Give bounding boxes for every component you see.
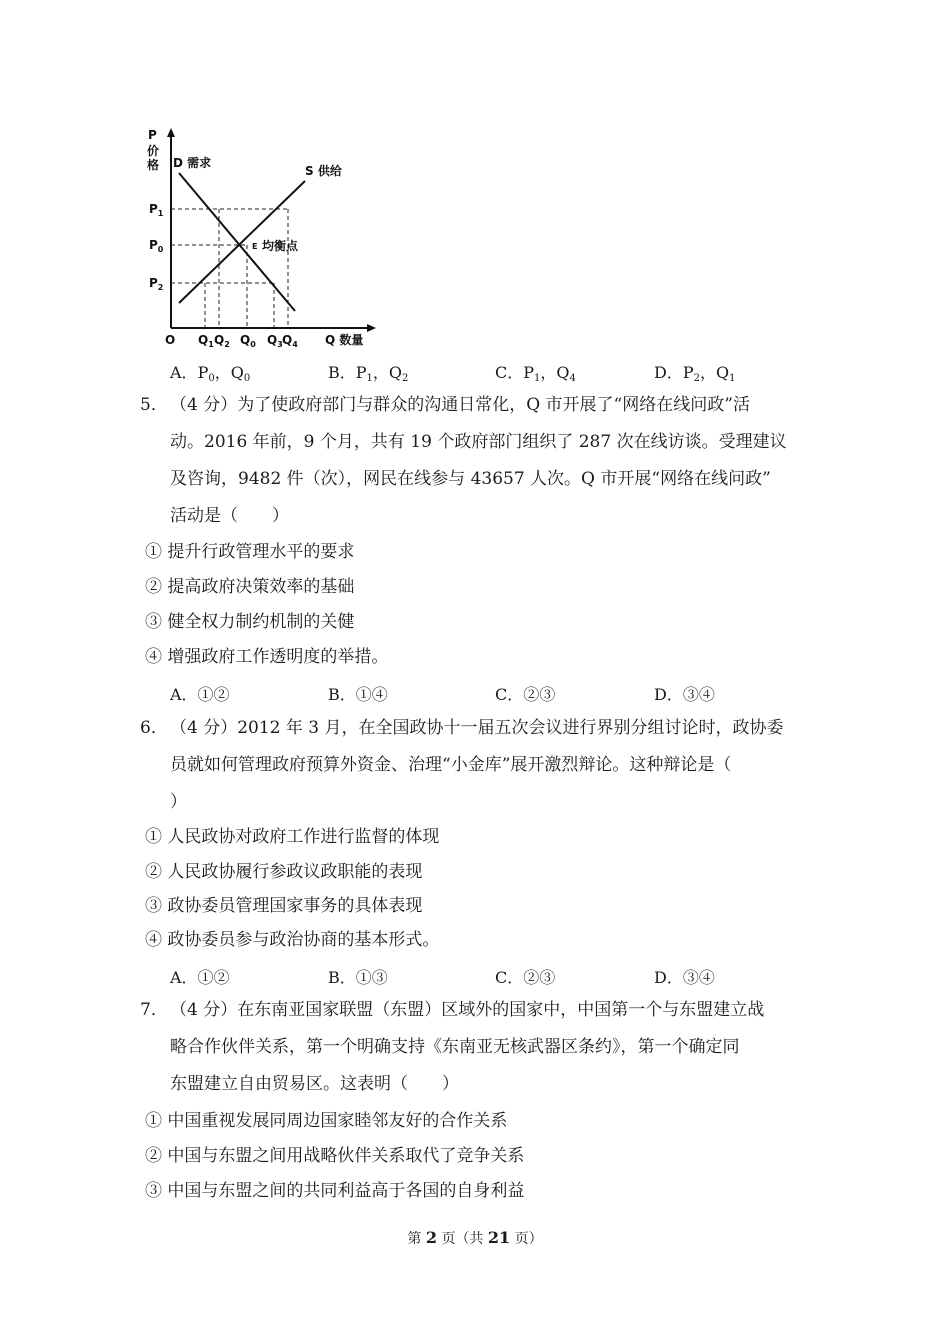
equilibrium-label: 均衡点 xyxy=(262,239,299,253)
axis-price-label-1: 价 xyxy=(147,144,160,158)
supply-demand-graph xyxy=(140,125,380,350)
q5-option-b[interactable]: B．①④ xyxy=(328,685,388,704)
q5-option-a[interactable]: A．①② xyxy=(170,685,230,704)
q0-tick: $Q_0$ xyxy=(240,333,256,349)
q5-stem-line: （4 分）为了使政府部门与群众的沟通日常化，Q 市开展了“网络在线问政”活 xyxy=(170,395,750,415)
q7-number: 7． xyxy=(140,1000,168,1020)
q7-statement-1: ① 中国重视发展同周边国家睦邻友好的合作关系 xyxy=(145,1111,508,1131)
page-footer xyxy=(0,1228,950,1248)
origin-label: O xyxy=(165,333,176,347)
q4-options xyxy=(170,360,810,390)
q7-stem-line: 略合作伙伴关系，第一个明确支持《东南亚无核武器区条约》，第一个确定同 xyxy=(170,1037,740,1057)
q7-statement-2: ② 中国与东盟之间用战略伙伴关系取代了竞争关系 xyxy=(145,1146,525,1166)
q6-number: 6． xyxy=(140,718,168,738)
q7-stem xyxy=(170,992,810,1103)
q6-stem-line: （4 分）2012 年 3 月，在全国政协十一届五次会议进行界别分组讨论时，政协委 xyxy=(170,718,784,738)
q5-statement-3: ③ 健全权力制约机制的关健 xyxy=(145,612,355,632)
q5-stem-line: 及咨询，9482 件（次），网民在线参与 43657 人次。Q 市开展“网络在线问政” xyxy=(170,469,771,489)
q5-number: 5． xyxy=(140,395,168,415)
q6-stem-line: 员就如何管理政府预算外资金、治理“小金库”展开激烈辩论。这种辩论是（ xyxy=(170,755,732,775)
q5-option-d[interactable]: D．③④ xyxy=(654,685,715,704)
q6-option-b[interactable]: B．①③ xyxy=(328,968,388,987)
q5-option-c[interactable]: C．②③ xyxy=(495,685,556,704)
q5-stem xyxy=(170,387,810,535)
p1-tick: $P_1$ xyxy=(149,202,164,218)
q6-statement-1: ① 人民政协对政府工作进行监督的体现 xyxy=(145,827,440,847)
q5-statement-4: ④ 增强政府工作透明度的举措。 xyxy=(145,647,389,667)
q5-statement-1: ① 提升行政管理水平的要求 xyxy=(145,542,355,562)
q6-options xyxy=(170,965,810,995)
q6-stem-line: ） xyxy=(170,792,187,812)
q3-tick: $Q_3$ xyxy=(267,333,283,349)
demand-label: D 需求 xyxy=(173,156,212,170)
supply-label: S 供给 xyxy=(305,164,342,178)
q1-tick: $Q_1$ xyxy=(198,333,214,349)
q5-statement-2: ② 提高政府决策效率的基础 xyxy=(145,577,355,597)
q7-stem-line: （4 分）在东南亚国家联盟（东盟）区域外的国家中，中国第一个与东盟建立战 xyxy=(170,1000,765,1020)
q4-option-d[interactable]: D．$P_2$，$Q_1$ xyxy=(654,363,736,384)
p2-tick: $P_2$ xyxy=(149,276,164,292)
axis-p-label: P xyxy=(148,128,157,142)
q6-statement-4: ④ 政协委员参与政治协商的基本形式。 xyxy=(145,930,440,950)
supply-demand-figure xyxy=(140,125,380,350)
equilibrium-letter: E xyxy=(252,242,258,251)
q4-tick: $Q_4$ xyxy=(282,333,298,349)
q6-option-c[interactable]: C．②③ xyxy=(495,968,556,987)
footer-prefix: 第 xyxy=(407,1231,422,1247)
footer-page-number: 2 xyxy=(425,1228,437,1247)
footer-middle: 页（共 xyxy=(441,1231,484,1247)
q4-option-c[interactable]: C．$P_1$，$Q_4$ xyxy=(495,363,576,384)
p0-tick: $P_0$ xyxy=(149,238,164,254)
quantity-axis-label: Q 数量 xyxy=(325,333,364,347)
quantity-axis-arrow xyxy=(367,324,376,332)
q7-statement-3: ③ 中国与东盟之间的共同利益高于各国的自身利益 xyxy=(145,1181,525,1201)
q6-statement-3: ③ 政协委员管理国家事务的具体表现 xyxy=(145,896,423,916)
q6-statement-2: ② 人民政协履行参政议政职能的表现 xyxy=(145,862,423,882)
q6-stem xyxy=(170,710,810,821)
q7-stem-line: 东盟建立自由贸易区。这表明（ ） xyxy=(170,1074,459,1094)
guide-lines xyxy=(171,209,288,328)
axis-price-label-2: 格 xyxy=(147,158,160,172)
q5-stem-line: 活动是（ ） xyxy=(170,506,289,526)
q5-options xyxy=(170,682,810,712)
footer-total-pages: 21 xyxy=(487,1228,511,1247)
q6-option-a[interactable]: A．①② xyxy=(170,968,230,987)
q2-tick: $Q_2$ xyxy=(214,333,230,349)
q4-option-b[interactable]: B．$P_1$，$Q_2$ xyxy=(328,363,409,384)
footer-suffix: 页） xyxy=(514,1231,543,1247)
q4-option-a[interactable]: A．$P_0$，$Q_0$ xyxy=(170,363,251,384)
q6-option-d[interactable]: D．③④ xyxy=(654,968,715,987)
price-axis-arrow xyxy=(167,128,175,137)
q5-stem-line: 动。2016 年前，9 个月，共有 19 个政府部门组织了 287 次在线访谈。受理建议 xyxy=(170,432,787,452)
